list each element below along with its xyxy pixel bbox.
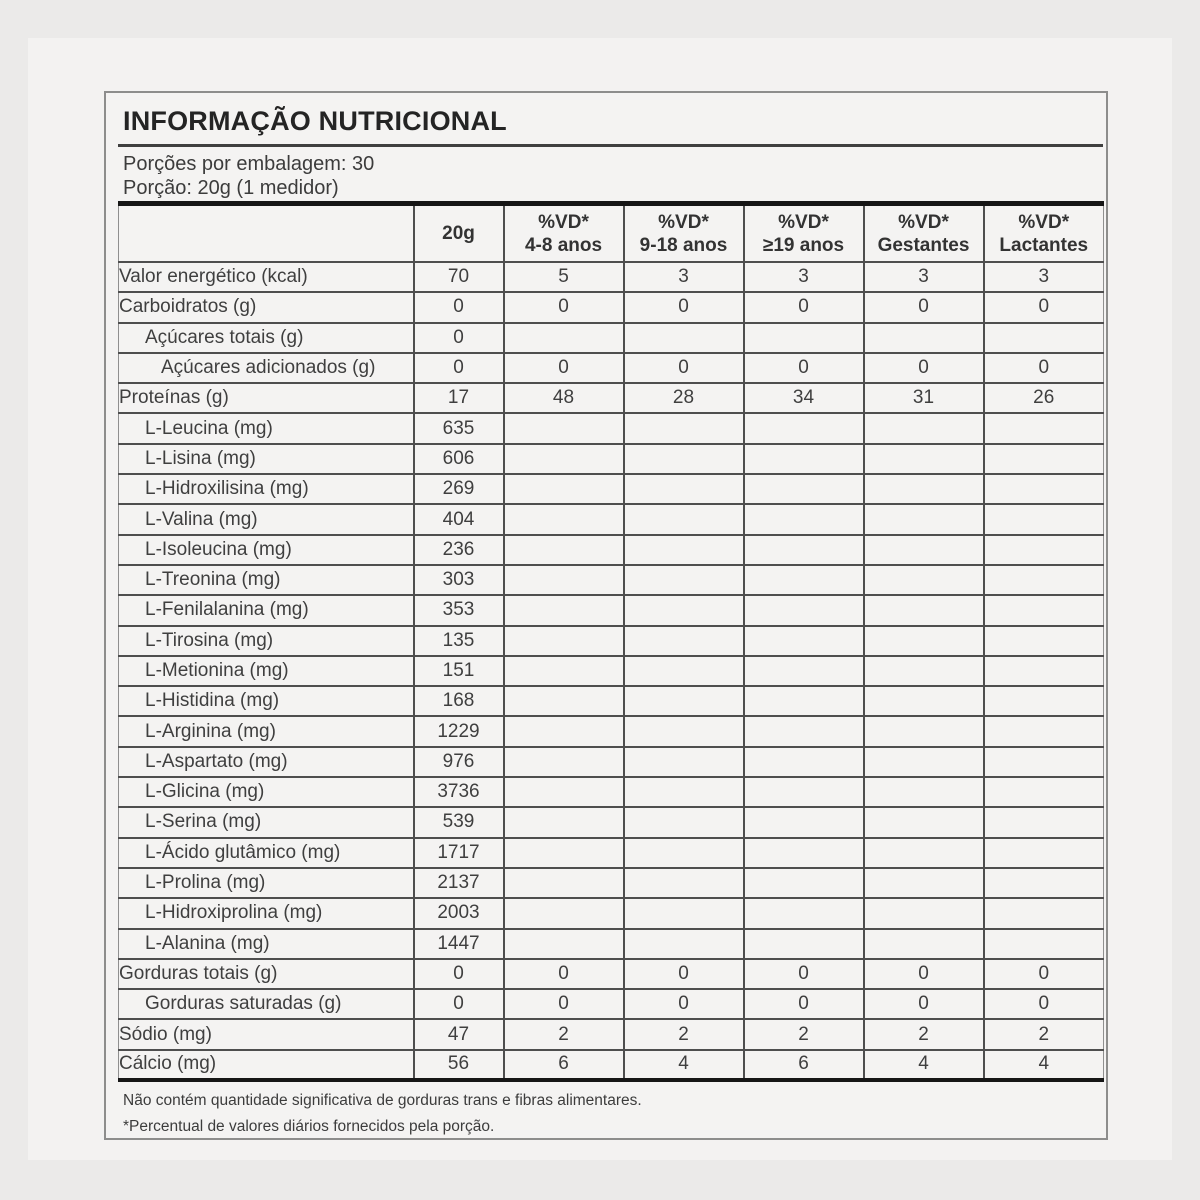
value-cell <box>864 474 984 504</box>
nutrition-table <box>118 201 1104 1082</box>
value-cell <box>984 535 1104 565</box>
value-cell: 269 <box>414 474 504 504</box>
value-cell: 0 <box>744 989 864 1019</box>
value-cell: 2 <box>984 1019 1104 1049</box>
footnote-daily-values: *Percentual de valores diários fornecidos pela porção. <box>123 1118 495 1136</box>
value-cell <box>624 656 744 686</box>
value-cell: 0 <box>414 292 504 322</box>
servings-per-package: Porções por embalagem: 30 <box>123 153 375 175</box>
table-row <box>119 323 1104 353</box>
value-cell <box>744 868 864 898</box>
value-cell <box>864 716 984 746</box>
value-cell: 0 <box>624 989 744 1019</box>
value-cell: 5 <box>504 262 624 292</box>
value-cell <box>744 504 864 534</box>
value-cell: 0 <box>984 292 1104 322</box>
value-cell <box>864 838 984 868</box>
value-cell <box>744 929 864 959</box>
value-cell <box>744 565 864 595</box>
row-label: Proteínas (g) <box>119 383 414 413</box>
value-cell <box>984 898 1104 928</box>
table-row <box>119 353 1104 383</box>
table-row <box>119 656 1104 686</box>
value-cell: 0 <box>624 292 744 322</box>
value-cell <box>744 656 864 686</box>
title-divider <box>118 144 1103 147</box>
page-title: INFORMAÇÃO NUTRICIONAL <box>123 106 507 136</box>
row-label: Gorduras totais (g) <box>119 959 414 989</box>
value-cell <box>504 323 624 353</box>
row-label: L-Arginina (mg) <box>119 716 414 746</box>
value-cell <box>504 595 624 625</box>
value-cell <box>864 686 984 716</box>
value-cell <box>864 898 984 928</box>
row-label: L-Lisina (mg) <box>119 444 414 474</box>
row-label: L-Metionina (mg) <box>119 656 414 686</box>
value-cell <box>744 535 864 565</box>
value-cell <box>504 898 624 928</box>
value-cell <box>984 656 1104 686</box>
value-cell <box>504 535 624 565</box>
value-cell <box>984 595 1104 625</box>
value-cell: 976 <box>414 747 504 777</box>
value-cell <box>984 716 1104 746</box>
value-cell <box>984 777 1104 807</box>
value-cell <box>624 535 744 565</box>
value-cell: 236 <box>414 535 504 565</box>
value-cell: 0 <box>414 989 504 1019</box>
value-cell: 0 <box>984 989 1104 1019</box>
value-cell <box>624 868 744 898</box>
value-cell: 4 <box>624 1050 744 1080</box>
value-cell: 1229 <box>414 716 504 746</box>
value-cell: 2137 <box>414 868 504 898</box>
value-cell <box>504 565 624 595</box>
value-cell <box>864 595 984 625</box>
value-cell <box>504 747 624 777</box>
value-cell: 56 <box>414 1050 504 1080</box>
value-cell <box>504 686 624 716</box>
row-label: L-Aspartato (mg) <box>119 747 414 777</box>
table-row <box>119 777 1104 807</box>
value-cell: 3736 <box>414 777 504 807</box>
table-row <box>119 595 1104 625</box>
value-cell: 0 <box>504 959 624 989</box>
value-cell: 168 <box>414 686 504 716</box>
table-row <box>119 929 1104 959</box>
value-cell: 0 <box>984 959 1104 989</box>
value-cell <box>984 474 1104 504</box>
value-cell: 17 <box>414 383 504 413</box>
value-cell: 0 <box>504 989 624 1019</box>
column-header-2: %VD* 9-18 anos <box>624 204 744 263</box>
value-cell <box>984 565 1104 595</box>
column-header-5: %VD* Lactantes <box>984 204 1104 263</box>
value-cell <box>984 504 1104 534</box>
value-cell <box>864 747 984 777</box>
value-cell <box>624 595 744 625</box>
value-cell <box>624 323 744 353</box>
value-cell: 353 <box>414 595 504 625</box>
row-label: Sódio (mg) <box>119 1019 414 1049</box>
row-label: L-Prolina (mg) <box>119 868 414 898</box>
value-cell: 26 <box>984 383 1104 413</box>
row-label: L-Tirosina (mg) <box>119 626 414 656</box>
nutrition-facts-card <box>104 91 1108 1140</box>
value-cell <box>984 747 1104 777</box>
value-cell <box>864 444 984 474</box>
value-cell: 0 <box>864 989 984 1019</box>
value-cell: 0 <box>864 292 984 322</box>
table-row <box>119 535 1104 565</box>
table-row <box>119 959 1104 989</box>
value-cell: 2 <box>624 1019 744 1049</box>
value-cell <box>744 716 864 746</box>
value-cell <box>864 929 984 959</box>
value-cell <box>504 868 624 898</box>
table-row <box>119 898 1104 928</box>
table-row <box>119 747 1104 777</box>
row-label: L-Hidroxilisina (mg) <box>119 474 414 504</box>
row-label: L-Valina (mg) <box>119 504 414 534</box>
table-row <box>119 868 1104 898</box>
value-cell <box>744 595 864 625</box>
value-cell: 28 <box>624 383 744 413</box>
value-cell <box>744 777 864 807</box>
value-cell <box>624 838 744 868</box>
value-cell <box>864 565 984 595</box>
value-cell <box>624 504 744 534</box>
value-cell: 0 <box>504 292 624 322</box>
value-cell <box>984 323 1104 353</box>
table-row <box>119 474 1104 504</box>
table-row <box>119 504 1104 534</box>
table-row <box>119 989 1104 1019</box>
value-cell <box>624 807 744 837</box>
value-cell: 635 <box>414 413 504 443</box>
value-cell: 0 <box>624 353 744 383</box>
table-row <box>119 1019 1104 1049</box>
table-row <box>119 444 1104 474</box>
value-cell <box>504 838 624 868</box>
value-cell: 47 <box>414 1019 504 1049</box>
value-cell <box>744 413 864 443</box>
value-cell <box>744 474 864 504</box>
value-cell <box>984 838 1104 868</box>
value-cell <box>744 686 864 716</box>
row-label: Carboidratos (g) <box>119 292 414 322</box>
value-cell <box>864 323 984 353</box>
value-cell <box>504 474 624 504</box>
value-cell: 539 <box>414 807 504 837</box>
value-cell <box>864 413 984 443</box>
row-label: Valor energético (kcal) <box>119 262 414 292</box>
value-cell: 48 <box>504 383 624 413</box>
value-cell <box>624 686 744 716</box>
value-cell <box>984 807 1104 837</box>
value-cell <box>504 777 624 807</box>
portion-size: Porção: 20g (1 medidor) <box>123 177 339 199</box>
row-label: L-Alanina (mg) <box>119 929 414 959</box>
value-cell: 0 <box>414 323 504 353</box>
value-cell: 606 <box>414 444 504 474</box>
value-cell <box>624 565 744 595</box>
value-cell: 31 <box>864 383 984 413</box>
value-cell: 2 <box>864 1019 984 1049</box>
table-row <box>119 262 1104 292</box>
product-image-area <box>28 38 1172 1160</box>
row-label: L-Histidina (mg) <box>119 686 414 716</box>
table-row <box>119 565 1104 595</box>
value-cell <box>984 626 1104 656</box>
value-cell <box>624 444 744 474</box>
value-cell: 0 <box>624 959 744 989</box>
value-cell <box>984 929 1104 959</box>
value-cell: 135 <box>414 626 504 656</box>
value-cell: 404 <box>414 504 504 534</box>
column-header-4: %VD* Gestantes <box>864 204 984 263</box>
row-label: Açúcares adicionados (g) <box>119 353 414 383</box>
table-head-row <box>119 204 1104 263</box>
value-cell <box>504 656 624 686</box>
table-row <box>119 807 1104 837</box>
value-cell <box>504 626 624 656</box>
table-row <box>119 716 1104 746</box>
table-row <box>119 838 1104 868</box>
value-cell: 303 <box>414 565 504 595</box>
value-cell: 0 <box>414 959 504 989</box>
value-cell <box>624 929 744 959</box>
row-label: L-Glicina (mg) <box>119 777 414 807</box>
value-cell <box>744 626 864 656</box>
value-cell <box>624 898 744 928</box>
table-row <box>119 686 1104 716</box>
row-label: Açúcares totais (g) <box>119 323 414 353</box>
value-cell <box>864 777 984 807</box>
value-cell <box>984 444 1104 474</box>
value-cell: 0 <box>984 353 1104 383</box>
nutrition-table-body <box>119 262 1104 1080</box>
value-cell: 70 <box>414 262 504 292</box>
table-row <box>119 1050 1104 1080</box>
value-cell: 0 <box>744 959 864 989</box>
column-header-1: %VD* 4-8 anos <box>504 204 624 263</box>
value-cell <box>984 868 1104 898</box>
row-label: L-Leucina (mg) <box>119 413 414 443</box>
value-cell <box>504 929 624 959</box>
value-cell <box>624 777 744 807</box>
value-cell: 0 <box>864 959 984 989</box>
value-cell: 151 <box>414 656 504 686</box>
value-cell: 1717 <box>414 838 504 868</box>
row-label: L-Isoleucina (mg) <box>119 535 414 565</box>
row-label: L-Treonina (mg) <box>119 565 414 595</box>
row-label: Gorduras saturadas (g) <box>119 989 414 1019</box>
value-cell <box>624 626 744 656</box>
value-cell: 3 <box>984 262 1104 292</box>
table-row <box>119 292 1104 322</box>
table-row <box>119 383 1104 413</box>
value-cell: 4 <box>864 1050 984 1080</box>
value-cell <box>504 504 624 534</box>
value-cell <box>624 474 744 504</box>
column-header-0: 20g <box>414 204 504 263</box>
value-cell <box>744 838 864 868</box>
value-cell: 3 <box>864 262 984 292</box>
value-cell: 4 <box>984 1050 1104 1080</box>
value-cell <box>504 807 624 837</box>
value-cell <box>504 444 624 474</box>
value-cell: 3 <box>624 262 744 292</box>
value-cell <box>744 898 864 928</box>
footnote-trans-fat: Não contém quantidade significativa de gorduras trans e fibras alimentares. <box>123 1092 642 1110</box>
value-cell: 6 <box>744 1050 864 1080</box>
row-label: L-Serina (mg) <box>119 807 414 837</box>
table-row <box>119 413 1104 443</box>
value-cell <box>864 656 984 686</box>
value-cell: 0 <box>744 353 864 383</box>
value-cell <box>624 413 744 443</box>
column-header-3: %VD* ≥19 anos <box>744 204 864 263</box>
value-cell <box>744 323 864 353</box>
value-cell <box>744 747 864 777</box>
corner-cell <box>119 204 414 263</box>
portion-info <box>123 152 1106 200</box>
value-cell <box>504 413 624 443</box>
value-cell: 2003 <box>414 898 504 928</box>
value-cell: 2 <box>744 1019 864 1049</box>
value-cell <box>984 413 1104 443</box>
footnotes <box>123 1090 1096 1138</box>
row-label: L-Ácido glutâmico (mg) <box>119 838 414 868</box>
value-cell <box>624 747 744 777</box>
row-label: L-Fenilalanina (mg) <box>119 595 414 625</box>
value-cell: 1447 <box>414 929 504 959</box>
value-cell <box>744 444 864 474</box>
value-cell: 0 <box>744 292 864 322</box>
value-cell: 0 <box>864 353 984 383</box>
value-cell: 6 <box>504 1050 624 1080</box>
value-cell <box>984 686 1104 716</box>
value-cell <box>864 535 984 565</box>
value-cell <box>504 716 624 746</box>
value-cell <box>864 504 984 534</box>
value-cell: 34 <box>744 383 864 413</box>
value-cell: 0 <box>414 353 504 383</box>
value-cell <box>624 716 744 746</box>
value-cell <box>864 807 984 837</box>
row-label: L-Hidroxiprolina (mg) <box>119 898 414 928</box>
value-cell: 0 <box>504 353 624 383</box>
value-cell <box>864 626 984 656</box>
value-cell <box>744 807 864 837</box>
value-cell: 2 <box>504 1019 624 1049</box>
value-cell <box>864 868 984 898</box>
row-label: Cálcio (mg) <box>119 1050 414 1080</box>
value-cell: 3 <box>744 262 864 292</box>
table-row <box>119 626 1104 656</box>
